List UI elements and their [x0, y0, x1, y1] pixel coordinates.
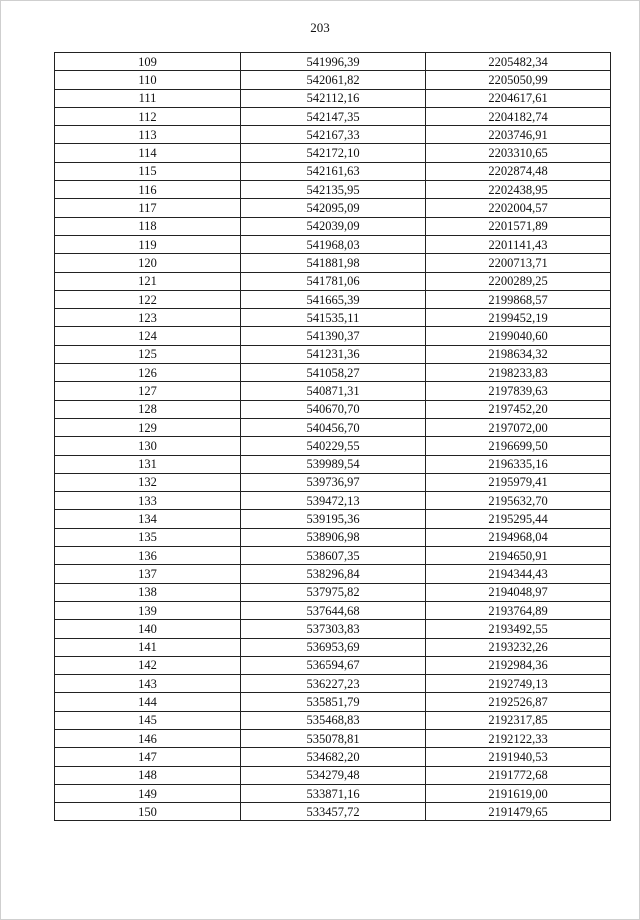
point-number-cell: 136 — [55, 547, 241, 565]
y-coordinate-cell: 2193492,55 — [426, 620, 611, 638]
point-number-cell: 145 — [55, 711, 241, 729]
point-number-cell: 124 — [55, 327, 241, 345]
table-row — [55, 364, 611, 382]
table-row — [55, 620, 611, 638]
y-coordinate-cell: 2199868,57 — [426, 290, 611, 308]
point-number-cell: 144 — [55, 693, 241, 711]
table-row — [55, 382, 611, 400]
point-number-cell: 116 — [55, 181, 241, 199]
x-coordinate-cell: 539989,54 — [241, 455, 426, 473]
y-coordinate-cell: 2197452,20 — [426, 400, 611, 418]
table-row — [55, 510, 611, 528]
y-coordinate-cell: 2192122,33 — [426, 729, 611, 747]
table-row — [55, 290, 611, 308]
y-coordinate-cell: 2195295,44 — [426, 510, 611, 528]
x-coordinate-cell: 536953,69 — [241, 638, 426, 656]
y-coordinate-cell: 2192317,85 — [426, 711, 611, 729]
point-number-cell: 141 — [55, 638, 241, 656]
table-row — [55, 729, 611, 747]
y-coordinate-cell: 2191479,65 — [426, 803, 611, 821]
table-row — [55, 656, 611, 674]
y-coordinate-cell: 2203746,91 — [426, 126, 611, 144]
point-number-cell: 129 — [55, 418, 241, 436]
table-row — [55, 583, 611, 601]
x-coordinate-cell: 535851,79 — [241, 693, 426, 711]
x-coordinate-cell: 542167,33 — [241, 126, 426, 144]
x-coordinate-cell: 537644,68 — [241, 601, 426, 619]
y-coordinate-cell: 2196335,16 — [426, 455, 611, 473]
y-coordinate-cell: 2191619,00 — [426, 784, 611, 802]
y-coordinate-cell: 2195979,41 — [426, 473, 611, 491]
point-number-cell: 117 — [55, 199, 241, 217]
table-row — [55, 89, 611, 107]
point-number-cell: 142 — [55, 656, 241, 674]
page-number: 203 — [310, 20, 330, 35]
x-coordinate-cell: 534279,48 — [241, 766, 426, 784]
table-row — [55, 492, 611, 510]
y-coordinate-cell: 2201571,89 — [426, 217, 611, 235]
x-coordinate-cell: 541535,11 — [241, 309, 426, 327]
point-number-cell: 121 — [55, 272, 241, 290]
table-row — [55, 199, 611, 217]
x-coordinate-cell: 536594,67 — [241, 656, 426, 674]
y-coordinate-cell: 2199040,60 — [426, 327, 611, 345]
table-row — [55, 144, 611, 162]
y-coordinate-cell: 2195632,70 — [426, 492, 611, 510]
y-coordinate-cell: 2192984,36 — [426, 656, 611, 674]
x-coordinate-cell: 541058,27 — [241, 364, 426, 382]
point-number-cell: 139 — [55, 601, 241, 619]
table-row — [55, 107, 611, 125]
x-coordinate-cell: 539195,36 — [241, 510, 426, 528]
table-row — [55, 272, 611, 290]
y-coordinate-cell: 2202874,48 — [426, 162, 611, 180]
table-row — [55, 547, 611, 565]
table-row — [55, 711, 611, 729]
table-row — [55, 803, 611, 821]
table-row — [55, 601, 611, 619]
y-coordinate-cell: 2202438,95 — [426, 181, 611, 199]
point-number-cell: 122 — [55, 290, 241, 308]
table-row — [55, 437, 611, 455]
table-row — [55, 254, 611, 272]
x-coordinate-cell: 542112,16 — [241, 89, 426, 107]
point-number-cell: 111 — [55, 89, 241, 107]
x-coordinate-cell: 535468,83 — [241, 711, 426, 729]
x-coordinate-cell: 542061,82 — [241, 71, 426, 89]
table-body — [55, 53, 611, 821]
x-coordinate-cell: 540670,70 — [241, 400, 426, 418]
y-coordinate-cell: 2193764,89 — [426, 601, 611, 619]
x-coordinate-cell: 541665,39 — [241, 290, 426, 308]
table-row — [55, 181, 611, 199]
table-row — [55, 693, 611, 711]
table-row — [55, 235, 611, 253]
x-coordinate-cell: 541231,36 — [241, 345, 426, 363]
x-coordinate-cell: 533871,16 — [241, 784, 426, 802]
y-coordinate-cell: 2192749,13 — [426, 675, 611, 693]
table-row — [55, 126, 611, 144]
y-coordinate-cell: 2200289,25 — [426, 272, 611, 290]
table-row — [55, 473, 611, 491]
x-coordinate-cell: 538607,35 — [241, 547, 426, 565]
point-number-cell: 137 — [55, 565, 241, 583]
table-row — [55, 327, 611, 345]
table-row — [55, 766, 611, 784]
x-coordinate-cell: 541781,06 — [241, 272, 426, 290]
table-row — [55, 418, 611, 436]
x-coordinate-cell: 538296,84 — [241, 565, 426, 583]
y-coordinate-cell: 2194344,43 — [426, 565, 611, 583]
point-number-cell: 150 — [55, 803, 241, 821]
x-coordinate-cell: 541390,37 — [241, 327, 426, 345]
point-number-cell: 126 — [55, 364, 241, 382]
point-number-cell: 125 — [55, 345, 241, 363]
x-coordinate-cell: 538906,98 — [241, 528, 426, 546]
point-number-cell: 133 — [55, 492, 241, 510]
y-coordinate-cell: 2197839,63 — [426, 382, 611, 400]
point-number-cell: 132 — [55, 473, 241, 491]
table-row — [55, 565, 611, 583]
table-row — [55, 162, 611, 180]
table-row — [55, 528, 611, 546]
x-coordinate-cell: 540229,55 — [241, 437, 426, 455]
x-coordinate-cell: 542161,63 — [241, 162, 426, 180]
point-number-cell: 131 — [55, 455, 241, 473]
point-number-cell: 114 — [55, 144, 241, 162]
point-number-cell: 146 — [55, 729, 241, 747]
table-row — [55, 400, 611, 418]
y-coordinate-cell: 2203310,65 — [426, 144, 611, 162]
x-coordinate-cell: 540871,31 — [241, 382, 426, 400]
x-coordinate-cell: 539472,13 — [241, 492, 426, 510]
point-number-cell: 130 — [55, 437, 241, 455]
x-coordinate-cell: 534682,20 — [241, 748, 426, 766]
y-coordinate-cell: 2201141,43 — [426, 235, 611, 253]
point-number-cell: 109 — [55, 53, 241, 71]
x-coordinate-cell: 541968,03 — [241, 235, 426, 253]
y-coordinate-cell: 2194968,04 — [426, 528, 611, 546]
point-number-cell: 128 — [55, 400, 241, 418]
y-coordinate-cell: 2194650,91 — [426, 547, 611, 565]
x-coordinate-cell: 541881,98 — [241, 254, 426, 272]
x-coordinate-cell: 537975,82 — [241, 583, 426, 601]
x-coordinate-cell: 542039,09 — [241, 217, 426, 235]
y-coordinate-cell: 2204617,61 — [426, 89, 611, 107]
y-coordinate-cell: 2200713,71 — [426, 254, 611, 272]
x-coordinate-cell: 539736,97 — [241, 473, 426, 491]
y-coordinate-cell: 2205050,99 — [426, 71, 611, 89]
table-row — [55, 71, 611, 89]
x-coordinate-cell: 537303,83 — [241, 620, 426, 638]
table-row — [55, 217, 611, 235]
point-number-cell: 118 — [55, 217, 241, 235]
x-coordinate-cell: 542135,95 — [241, 181, 426, 199]
y-coordinate-cell: 2191772,68 — [426, 766, 611, 784]
table-row — [55, 748, 611, 766]
coordinates-table — [54, 52, 611, 821]
y-coordinate-cell: 2194048,97 — [426, 583, 611, 601]
y-coordinate-cell: 2198634,32 — [426, 345, 611, 363]
point-number-cell: 123 — [55, 309, 241, 327]
y-coordinate-cell: 2196699,50 — [426, 437, 611, 455]
point-number-cell: 149 — [55, 784, 241, 802]
y-coordinate-cell: 2192526,87 — [426, 693, 611, 711]
x-coordinate-cell: 533457,72 — [241, 803, 426, 821]
y-coordinate-cell: 2197072,00 — [426, 418, 611, 436]
y-coordinate-cell: 2198233,83 — [426, 364, 611, 382]
table-row — [55, 784, 611, 802]
point-number-cell: 135 — [55, 528, 241, 546]
point-number-cell: 113 — [55, 126, 241, 144]
y-coordinate-cell: 2205482,34 — [426, 53, 611, 71]
x-coordinate-cell: 542172,10 — [241, 144, 426, 162]
table-row — [55, 675, 611, 693]
point-number-cell: 143 — [55, 675, 241, 693]
point-number-cell: 120 — [55, 254, 241, 272]
table-row — [55, 455, 611, 473]
point-number-cell: 138 — [55, 583, 241, 601]
table-row — [55, 309, 611, 327]
table-row — [55, 638, 611, 656]
point-number-cell: 147 — [55, 748, 241, 766]
x-coordinate-cell: 535078,81 — [241, 729, 426, 747]
point-number-cell: 115 — [55, 162, 241, 180]
point-number-cell: 127 — [55, 382, 241, 400]
point-number-cell: 119 — [55, 235, 241, 253]
x-coordinate-cell: 541996,39 — [241, 53, 426, 71]
x-coordinate-cell: 542095,09 — [241, 199, 426, 217]
y-coordinate-cell: 2204182,74 — [426, 107, 611, 125]
y-coordinate-cell: 2191940,53 — [426, 748, 611, 766]
x-coordinate-cell: 542147,35 — [241, 107, 426, 125]
x-coordinate-cell: 536227,23 — [241, 675, 426, 693]
point-number-cell: 140 — [55, 620, 241, 638]
point-number-cell: 110 — [55, 71, 241, 89]
point-number-cell: 134 — [55, 510, 241, 528]
point-number-cell: 148 — [55, 766, 241, 784]
table-row — [55, 53, 611, 71]
table-row — [55, 345, 611, 363]
point-number-cell: 112 — [55, 107, 241, 125]
y-coordinate-cell: 2199452,19 — [426, 309, 611, 327]
y-coordinate-cell: 2193232,26 — [426, 638, 611, 656]
x-coordinate-cell: 540456,70 — [241, 418, 426, 436]
y-coordinate-cell: 2202004,57 — [426, 199, 611, 217]
